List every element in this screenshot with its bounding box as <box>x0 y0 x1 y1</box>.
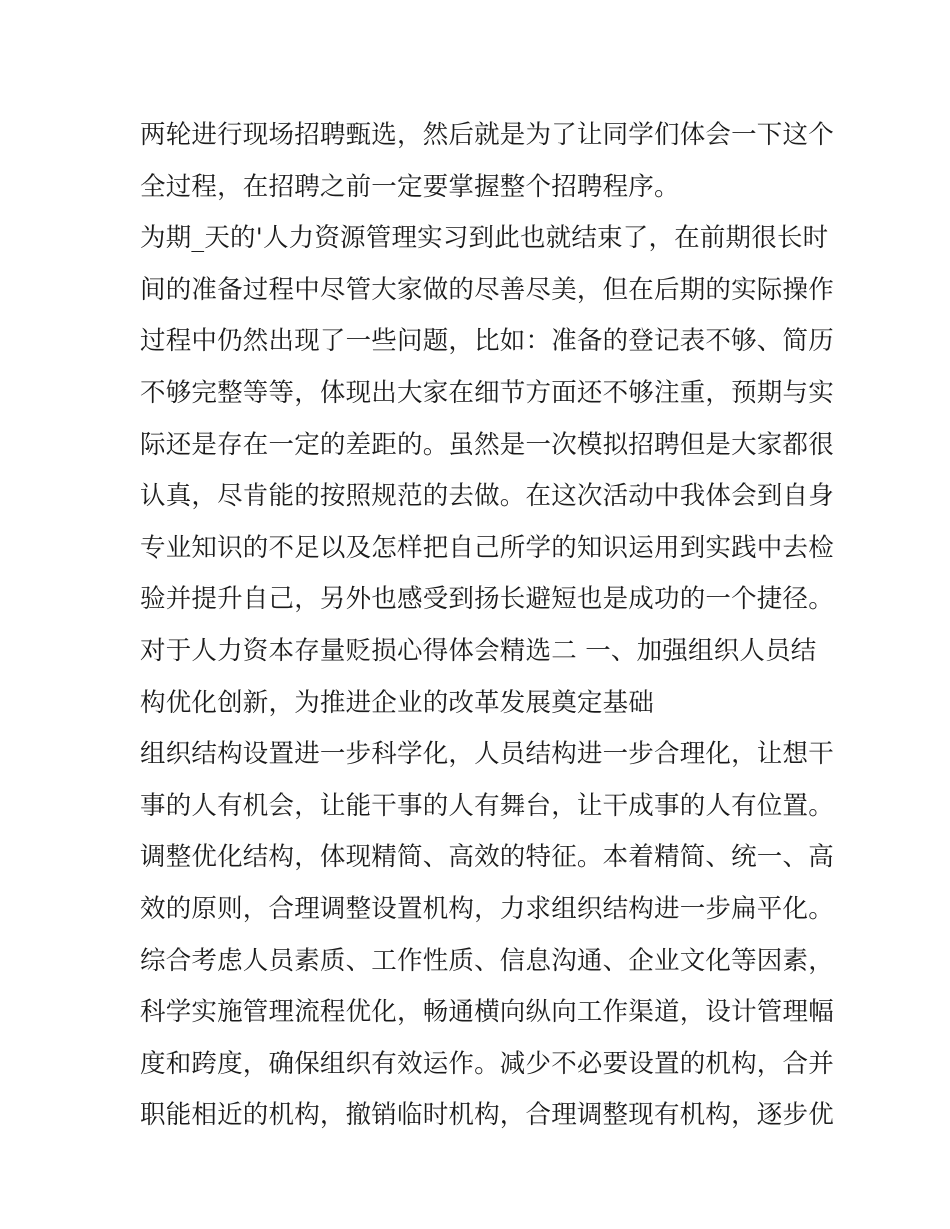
section-heading-line: 构优化创新，为推进企业的改革发展奠定基础 <box>140 687 655 718</box>
text-line: 过程中仍然出现了一些问题，比如：准备的登记表不够、简历 <box>140 326 834 357</box>
text-line: 验并提升自己，另外也感受到扬长避短也是成功的一个捷径。 <box>140 584 834 615</box>
text-line: 不够完整等等，体现出大家在细节方面还不够注重，预期与实 <box>140 377 834 408</box>
text-line: 间的准备过程中尽管大家做的尽善尽美，但在后期的实际操作 <box>140 274 834 305</box>
text-line: 为期_天的'人力资源管理实习到此也就结束了，在前期很长时 <box>140 223 829 254</box>
text-line: 事的人有机会，让能干事的人有舞台，让干成事的人有位置。 <box>140 790 834 821</box>
section-heading-line: 对于人力资本存量贬损心得体会精选二 一、加强组织人员结 <box>140 635 817 666</box>
text-line: 际还是存在一定的差距的。虽然是一次模拟招聘但是大家都很 <box>140 429 834 460</box>
text-line: 科学实施管理流程优化，畅通横向纵向工作渠道，设计管理幅 <box>140 997 834 1028</box>
text-line: 调整优化结构，体现精简、高效的特征。本着精简、统一、高 <box>140 842 834 873</box>
text-line: 效的原则，合理调整设置机构，力求组织结构进一步扁平化。 <box>140 893 834 924</box>
body-text <box>140 110 834 1142</box>
text-line: 专业知识的不足以及怎样把自己所学的知识运用到实践中去检 <box>140 532 834 563</box>
text-line: 全过程，在招聘之前一定要掌握整个招聘程序。 <box>140 171 680 202</box>
text-line: 综合考虑人员素质、工作性质、信息沟通、企业文化等因素， <box>140 945 834 976</box>
text-line: 职能相近的机构，撤销临时机构，合理调整现有机构，逐步优 <box>140 1100 834 1131</box>
text-line: 两轮进行现场招聘甄选，然后就是为了让同学们体会一下这个 <box>140 120 834 150</box>
text-line: 组织结构设置进一步科学化，人员结构进一步合理化，让想干 <box>140 739 834 770</box>
text-line: 度和跨度，确保组织有效运作。减少不必要设置的机构，合并 <box>140 1048 834 1079</box>
text-line: 认真，尽肯能的按照规范的去做。在这次活动中我体会到自身 <box>140 481 834 512</box>
